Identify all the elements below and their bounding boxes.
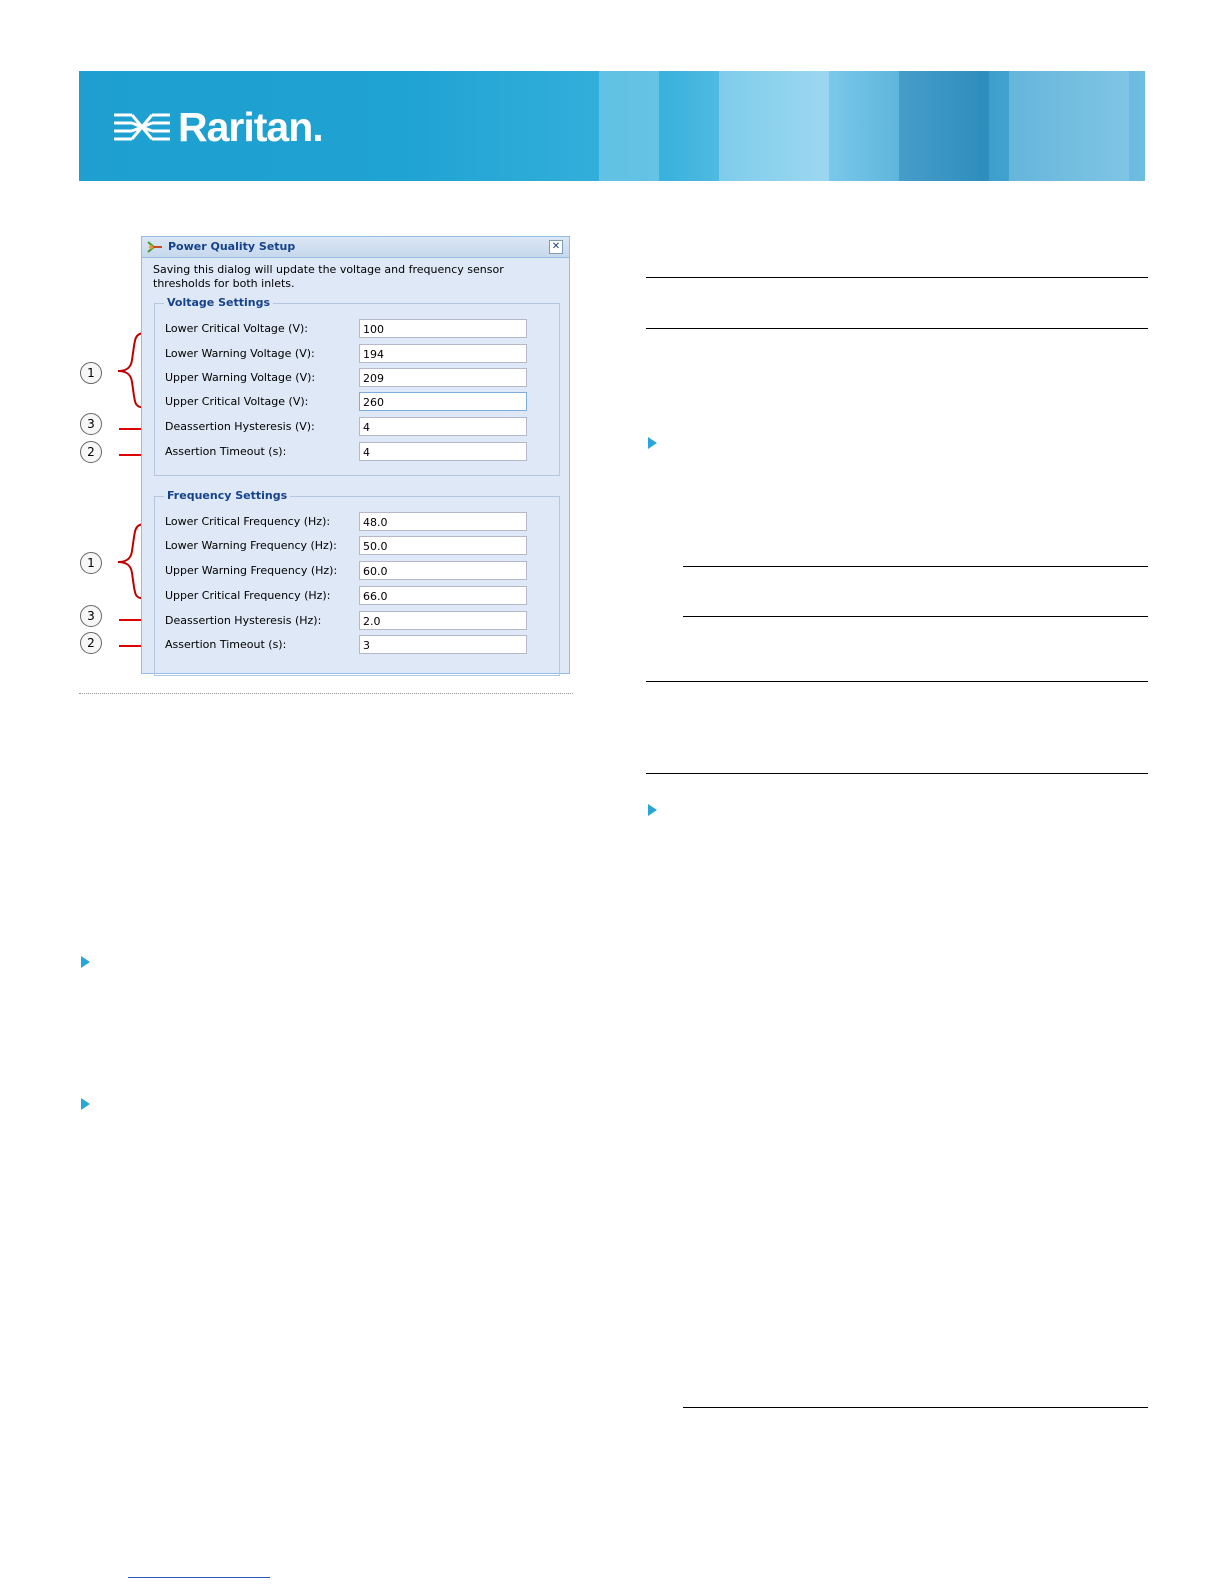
banner-streak	[899, 71, 989, 181]
field-row	[165, 344, 545, 364]
voltage-deassertion-hysteresis-label: Deassertion Hysteresis (V):	[165, 420, 315, 433]
lower-warning-voltage-input[interactable]: 194	[359, 344, 527, 363]
frequency-deassertion-hysteresis-label: Deassertion Hysteresis (Hz):	[165, 614, 322, 627]
table-rule	[646, 773, 1148, 774]
field-row	[165, 512, 545, 532]
procedure-triangle-icon	[648, 804, 657, 816]
lower-critical-voltage-input[interactable]: 100	[359, 319, 527, 338]
table-rule	[683, 616, 1148, 617]
upper-critical-voltage-input[interactable]: 260	[359, 392, 527, 411]
frequency-settings-fieldset	[154, 489, 560, 676]
figure-divider	[79, 693, 573, 694]
table-rule	[646, 277, 1148, 278]
upper-warning-frequency-input[interactable]: 60.0	[359, 561, 527, 580]
lower-critical-frequency-label: Lower Critical Frequency (Hz):	[165, 515, 331, 528]
table-rule	[683, 566, 1148, 567]
raritan-logo-icon	[112, 107, 172, 147]
field-row	[165, 442, 545, 462]
field-row	[165, 319, 545, 339]
lower-warning-frequency-label: Lower Warning Frequency (Hz):	[165, 539, 337, 552]
frequency-settings-legend: Frequency Settings	[164, 489, 290, 502]
voltage-assertion-timeout-label: Assertion Timeout (s):	[165, 445, 287, 458]
header-banner	[79, 71, 1145, 181]
dialog-intro-text: Saving this dialog will update the voltage and frequency sensor thresholds for both inlets.	[153, 263, 504, 290]
field-row	[165, 392, 545, 412]
lower-warning-voltage-label: Lower Warning Voltage (V):	[165, 347, 315, 360]
field-row	[165, 611, 545, 631]
lower-critical-frequency-input[interactable]: 48.0	[359, 512, 527, 531]
footer-link-underline[interactable]	[128, 1577, 270, 1578]
raritan-logo	[112, 105, 323, 149]
dialog-title: Power Quality Setup	[168, 240, 296, 253]
upper-critical-voltage-label: Upper Critical Voltage (V):	[165, 395, 309, 408]
field-row	[165, 417, 545, 437]
logo-wordmark: Raritan.	[178, 103, 323, 150]
banner-streak	[719, 71, 829, 181]
field-row	[165, 635, 545, 655]
frequency-assertion-timeout-label: Assertion Timeout (s):	[165, 638, 287, 651]
upper-warning-voltage-input[interactable]: 209	[359, 368, 527, 387]
table-rule	[646, 328, 1148, 329]
voltage-deassertion-hysteresis-input[interactable]: 4	[359, 417, 527, 436]
callout-badge: 2	[80, 632, 102, 654]
upper-critical-frequency-label: Upper Critical Frequency (Hz):	[165, 589, 331, 602]
voltage-settings-fieldset	[154, 296, 560, 476]
banner-streak	[1009, 71, 1129, 181]
upper-critical-frequency-input[interactable]: 66.0	[359, 586, 527, 605]
upper-warning-frequency-label: Upper Warning Frequency (Hz):	[165, 564, 338, 577]
table-rule	[646, 681, 1148, 682]
procedure-triangle-icon	[81, 1098, 90, 1110]
callout-badge: 2	[80, 441, 102, 463]
field-row	[165, 586, 545, 606]
callout-badge: 3	[80, 413, 102, 435]
dialog-titlebar	[142, 237, 569, 258]
procedure-triangle-icon	[648, 437, 657, 449]
lower-warning-frequency-input[interactable]: 50.0	[359, 536, 527, 555]
field-row	[165, 368, 545, 388]
frequency-assertion-timeout-input[interactable]: 3	[359, 635, 527, 654]
close-icon[interactable]: ✕	[549, 240, 563, 254]
voltage-settings-legend: Voltage Settings	[164, 296, 273, 309]
power-quality-dialog	[141, 236, 570, 674]
callout-badge: 3	[80, 605, 102, 627]
power-quality-icon	[147, 240, 163, 254]
frequency-deassertion-hysteresis-input[interactable]: 2.0	[359, 611, 527, 630]
field-row	[165, 536, 545, 556]
callout-badge: 1	[80, 552, 102, 574]
callout-badge: 1	[80, 362, 102, 384]
voltage-assertion-timeout-input[interactable]: 4	[359, 442, 527, 461]
table-rule	[683, 1407, 1148, 1408]
field-row	[165, 561, 545, 581]
banner-streak	[599, 71, 659, 181]
upper-warning-voltage-label: Upper Warning Voltage (V):	[165, 371, 316, 384]
lower-critical-voltage-label: Lower Critical Voltage (V):	[165, 322, 308, 335]
procedure-triangle-icon	[81, 956, 90, 968]
